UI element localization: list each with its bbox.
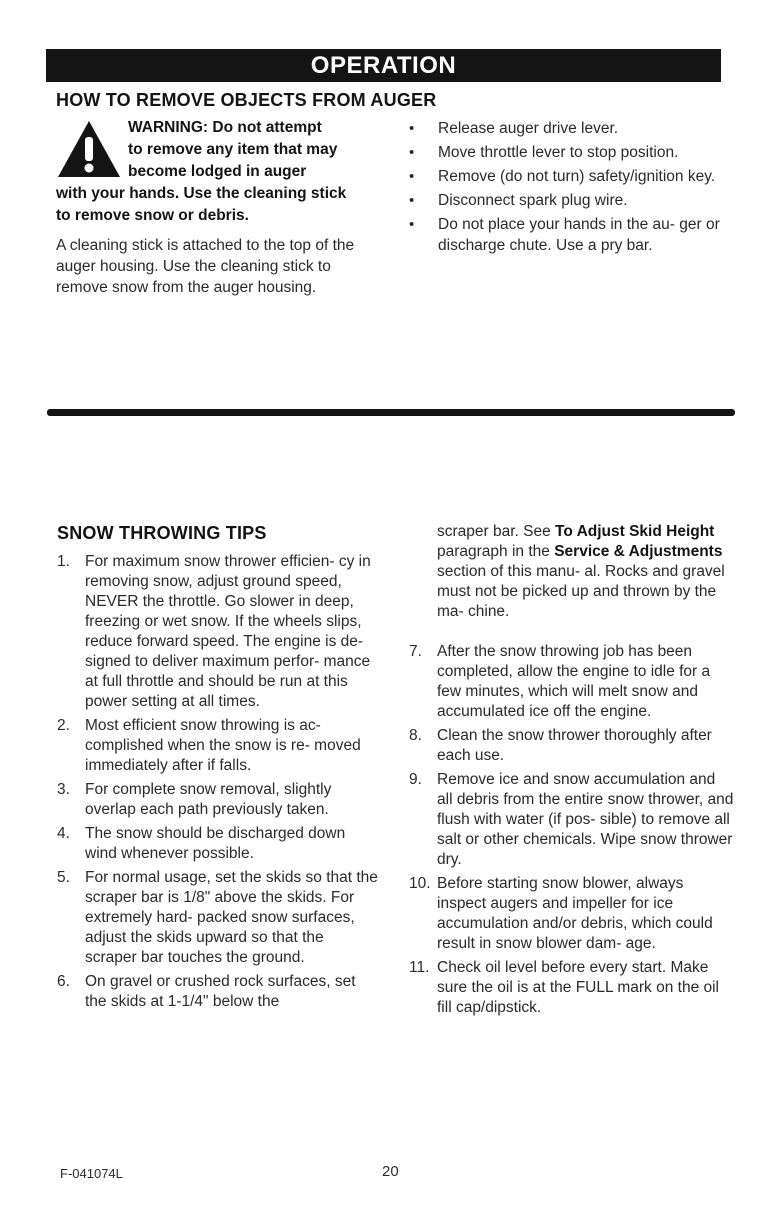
tips-list (57, 552, 379, 1016)
skid-height-reference: To Adjust Skid Height (555, 523, 715, 540)
list-item (57, 716, 379, 776)
item-number: 11. (409, 959, 430, 976)
item-number: 4. (57, 825, 70, 842)
list-item (57, 824, 379, 864)
item-number: 2. (57, 717, 70, 734)
item-text: After the snow throwing job has been completed, allow the engine to idle for a few minutes, which will melt snow and accumulated ice off the engine. (437, 643, 711, 720)
document-code: F-041074L (60, 1166, 123, 1181)
item-text: Before starting snow blower, always inspect augers and impeller for ice accumulation and/or debris, which could result in snow blower dam- age. (437, 875, 713, 952)
list-item (57, 868, 379, 968)
list-item: • Release auger drive lever. (409, 118, 729, 139)
cleaning-stick-paragraph: A cleaning stick is attached to the top of the auger housing. Use the cleaning stick to remove snow from the auger housing. (56, 237, 355, 296)
item-6-continued (437, 522, 735, 622)
item-text: Check oil level before every start. Make sure the oil is at the FULL mark on the oil fill cap/dipstick. (437, 959, 720, 1016)
item-text: For normal usage, set the skids so that the scraper bar is 1/8" above the skids. For extremely hard- packed snow surfaces, adjust the skids upward so that the scraper bar touches the ground. (85, 869, 378, 966)
item-number: 1. (57, 553, 70, 570)
page-number: 20 (382, 1163, 399, 1180)
item-number: 9. (409, 771, 422, 788)
item-text: Remove ice and snow accumulation and all debris from the entire snow thrower, and flush with water (if pos- sible) to remove all salt or other chemicals. Wipe snow thrower dry. (437, 771, 734, 868)
item-number: 7. (409, 643, 422, 660)
item-number: 5. (57, 869, 70, 886)
warning-block (56, 117, 386, 298)
continued-text: scraper bar. See (437, 523, 556, 540)
list-item: • Disconnect spark plug wire. (409, 190, 729, 211)
list-item (409, 874, 734, 954)
list-item (57, 780, 379, 820)
list-item (409, 726, 734, 766)
continued-text: section of this manu- al. Rocks and gravel must not be picked up and thrown by the ma- chine. (437, 563, 725, 620)
banner-title: OPERATION (310, 51, 457, 79)
item-text: For maximum snow thrower efficien- cy in removing snow, adjust ground speed, NEVER the throttle. Go slower in deep, freezing or wet snow. If the wheels slips, reduce forward speed. The engine is de- signed to deliver maximum perfor- mance at full throttle and should be run at this power setting at all times. (85, 553, 371, 710)
tips-list-continued (409, 642, 734, 1022)
list-item: • Move throttle lever to stop position. (409, 142, 729, 163)
list-item (409, 958, 734, 1018)
list-item: • Remove (do not turn) safety/ignition key. (409, 166, 729, 187)
auger-heading: HOW TO REMOVE OBJECTS FROM AUGER (56, 90, 437, 110)
list-item (57, 972, 379, 1012)
item-text: Most efficient snow throwing is ac- complished when the snow is re- moved immediately after if falls. (85, 717, 361, 774)
item-text: Clean the snow thrower thoroughly after each use. (437, 727, 712, 764)
warning-line-2: to remove any item that may (128, 141, 338, 158)
list-item (409, 770, 734, 870)
item-text: On gravel or crushed rock surfaces, set the skids at 1-1/4" below the (85, 973, 356, 1010)
warning-triangle-icon (56, 119, 122, 179)
warning-line-1: WARNING: Do not attempt (128, 119, 322, 136)
item-text: The snow should be discharged down wind whenever possible. (85, 825, 346, 862)
section-divider (47, 409, 735, 416)
list-item (409, 642, 734, 722)
list-item (57, 552, 379, 712)
continued-text: paragraph in the (437, 543, 555, 560)
tips-heading: SNOW THROWING TIPS (57, 523, 267, 543)
section-banner (46, 49, 721, 82)
service-adjustments-reference: Service & Adjustments (554, 543, 723, 560)
list-item: • Do not place your hands in the au- ger or discharge chute. Use a pry bar. (409, 214, 729, 256)
item-text: For complete snow removal, slightly overlap each path previously taken. (85, 781, 332, 818)
auger-bullet-list (409, 118, 729, 259)
item-number: 8. (409, 727, 422, 744)
item-number: 6. (57, 973, 70, 990)
item-number: 3. (57, 781, 70, 798)
item-number: 10. (409, 875, 431, 892)
warning-tail: with your hands. Use the cleaning stick to remove snow or debris. (56, 185, 347, 224)
warning-line-3: become lodged in auger (128, 163, 307, 180)
